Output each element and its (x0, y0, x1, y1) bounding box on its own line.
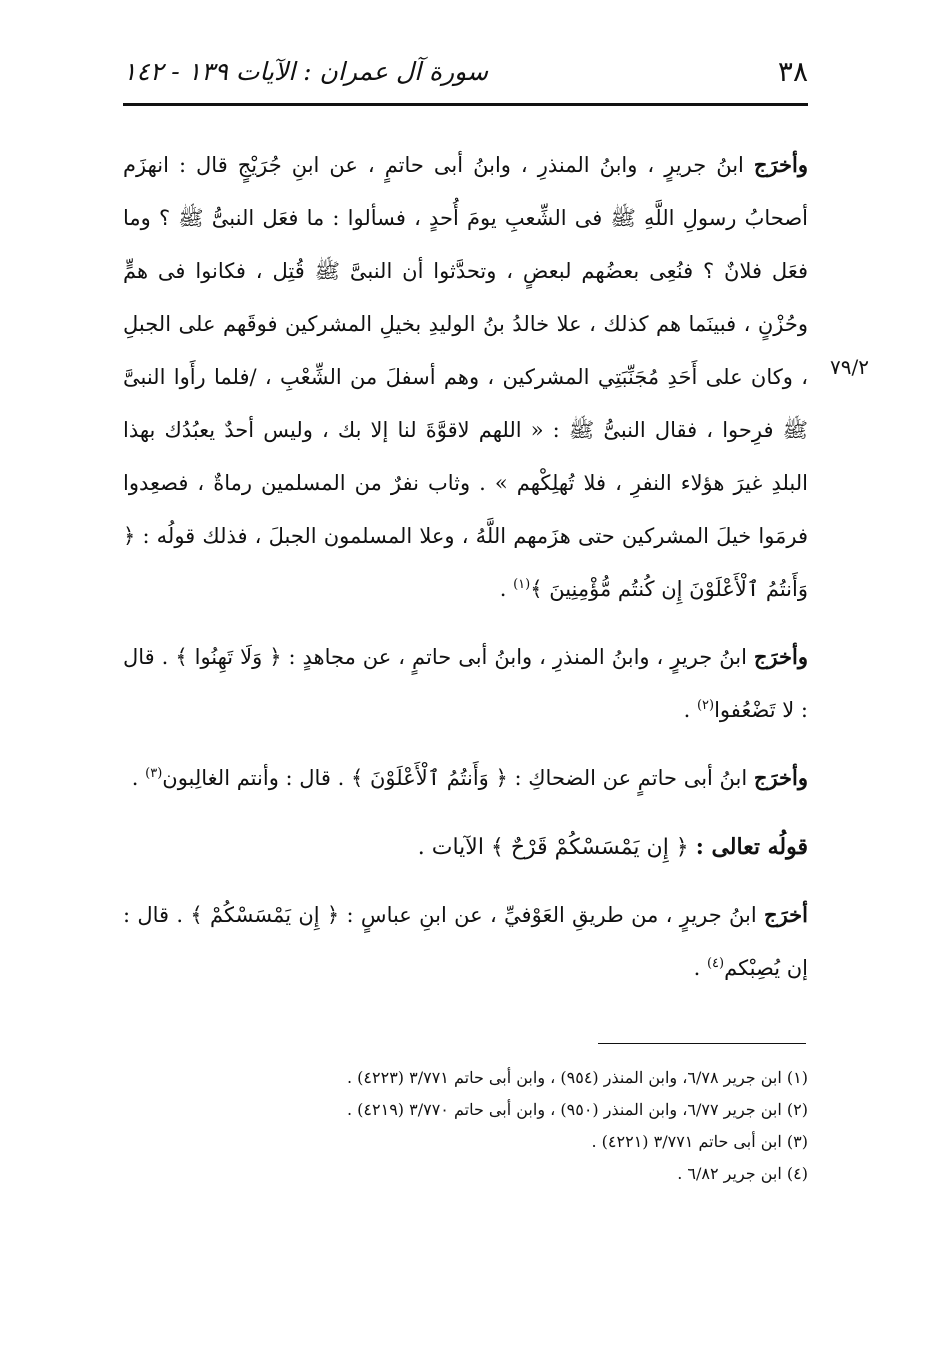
main-text (123, 138, 808, 1009)
footnote-ref: (٢) (696, 698, 715, 713)
paragraph-tail: . (683, 698, 697, 722)
running-title: سورة آل عمران : الآيات ١٣٩ - ١٤٢ (123, 57, 489, 86)
paragraph-tail: . (499, 577, 514, 601)
paragraph-text-2: . قال : وأنتم الغالِبون (162, 766, 351, 790)
footnote-ref: (٣) (145, 766, 163, 781)
margin-reference: ٧٩/٢ (830, 355, 869, 379)
footnote-rule (598, 1043, 806, 1044)
paragraph-lead: وأخرَج (753, 644, 808, 669)
paragraph-tail: . (693, 956, 707, 980)
page-header (123, 55, 808, 95)
quran-quote: ﴿ وَأَنتُمُ ٱلْأَعْلَوْنَ إِن كُنتُم مُّؤْمِنِينَ ﴾ (123, 524, 808, 601)
footnotes (123, 1062, 808, 1190)
heading-tail: الآيات . (417, 835, 484, 860)
heading-lead: قولُه تعالى : (695, 834, 808, 860)
footnote-4: (٤) ابن جرير ٦/٨٢ . (677, 1164, 808, 1183)
paragraph-2 (123, 630, 808, 737)
footnote-3: (٣) ابن أبى حاتم ٣/٧٧١ (٤٢٢١) . (591, 1132, 808, 1151)
paragraph-3 (123, 751, 808, 805)
footnote-ref: (١) (513, 577, 531, 592)
paragraph-text-2: . قال : إن يُصِبْكم (123, 903, 808, 980)
quran-quote: ﴿ وَلَا تَهِنُوا ﴾ (175, 645, 282, 669)
paragraph-lead: أخرَج (764, 902, 808, 927)
quran-quote: ﴿ وَأَنتُمُ ٱلْأَعْلَوْنَ ﴾ (351, 766, 508, 790)
paragraph-text-2: . قال : لا تَضْعُفوا (123, 645, 808, 722)
footnote-1: (١) ابن جرير ٦/٧٨، وابن المنذر (٩٥٤) ، وابن أبى حاتم ٣/٧٧١ (٤٢٢٣) . (346, 1068, 808, 1087)
footnote-ref: (٤) (706, 956, 725, 971)
section-heading (123, 819, 808, 876)
paragraph-tail: . (131, 766, 146, 790)
paragraph-lead: وأخرَج (753, 765, 808, 790)
paragraph-text: ابنُ جريرٍ ، وابنُ المنذرِ ، وابنُ أبى حاتمٍ ، عن ابنِ جُرَيْجٍ قال : انهزَم أصحابُ رسولِ اللَّهِ ﷺ فى الشِّعبِ يومَ أُحدٍ ، فسألوا : ما فعَل النبىُّ ﷺ ؟ وما فعَل فلانٌ ؟ فنُعِى بعضُهم لبعضٍ ، وتحدَّثوا أن النبىَّ ﷺ قُتِل ، فكانوا فى همٍّ وحُزْنٍ ، فبينَما هم كذلك ، علا خالدُ بنُ الوليدِ بخيلِ المشركين فوقَهم على الجبلِ ، وكان على أَحَدِ مُجَنِّبَتِي المشركين ، وهم أسفلَ من الشِّعْبِ ، /فلما رأَوا النبىَّ ﷺ فرِحوا ، فقال النبىُّ ﷺ : « اللهم لاقوَّةَ لنا إلا بك ، وليس أحدٌ يعبُدُك بهذا البلدِ غيرَ هؤلاء النفرِ ، فلا تُهلِكْهم » . وثاب نفرٌ من المسلمين رماةٌ ، فصعِدوا فرمَوا خيلَ المشركين حتى هزَمهم اللَّهُ ، وعلا المسلمون الجبلَ ، فذلك قولُه : (123, 153, 808, 548)
paragraph-text: ابنُ أبى حاتمٍ عن الضحاكِ : (507, 766, 754, 790)
paragraph-lead: وأخرَج (753, 152, 808, 177)
page-number: ٣٨ (777, 55, 808, 88)
paragraph-text: ابنُ جريرٍ ، وابنُ المنذرِ ، وابنُ أبى حاتمٍ ، عن مجاهدٍ : (281, 645, 754, 669)
paragraph-1 (123, 138, 808, 616)
quran-quote: ﴿ إِن يَمْسَسْكُمْ قَرْحٌ ﴾ (483, 835, 696, 860)
quran-quote: ﴿ إِن يَمْسَسْكُمْ ﴾ (190, 903, 340, 927)
header-rule (123, 103, 808, 106)
footnote-2: (٢) ابن جرير ٦/٧٧، وابن المنذر (٩٥٠) ، وابن أبى حاتم ٣/٧٧٠ (٤٢١٩) . (346, 1100, 808, 1119)
paragraph-text: ابنُ جريرٍ ، من طريقِ العَوْفيِّ ، عن ابنِ عباسٍ : (339, 903, 765, 927)
paragraph-4 (123, 888, 808, 995)
